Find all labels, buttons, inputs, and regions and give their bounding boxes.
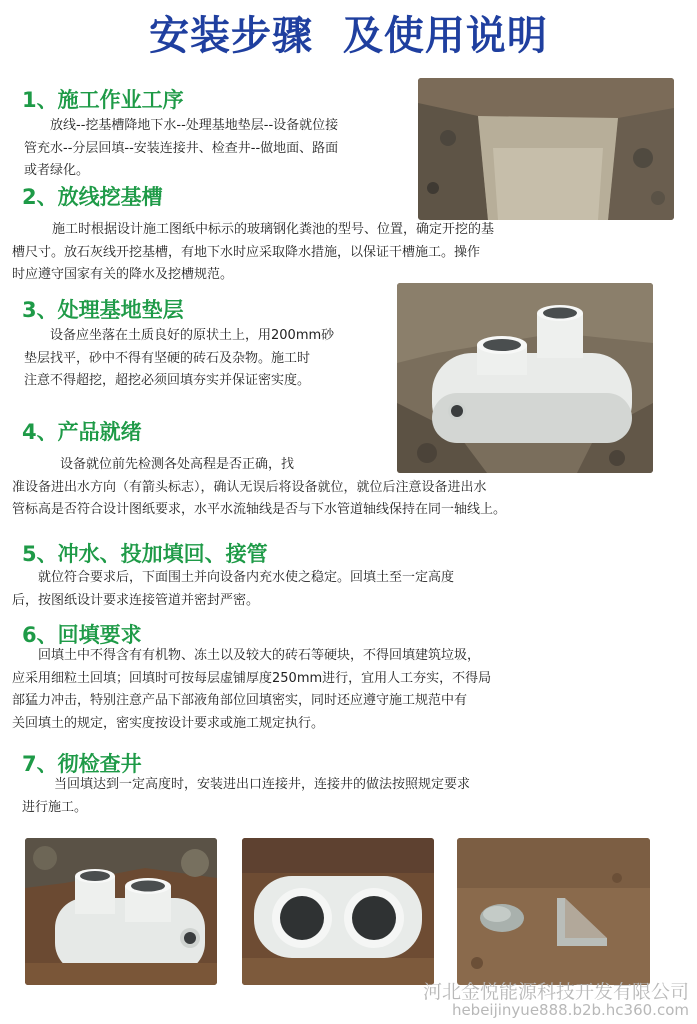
tank-in-soil-photo bbox=[25, 838, 217, 985]
tank-top-view-photo bbox=[242, 838, 434, 985]
step-5-line-2: 后，按图纸设计要求连接管道并密封严密。 bbox=[12, 592, 260, 608]
step-3-text bbox=[24, 325, 394, 393]
backfilled-well-photo bbox=[457, 838, 650, 985]
step-6-line-1: 回填土中不得含有有机物、冻土以及较大的砖石等硬块，不得回填建筑垃圾， bbox=[38, 648, 481, 663]
step-2-line-1: 施工时根据设计施工图纸中标示的玻璃钢化粪池的型号、位置，确定开挖的基 bbox=[52, 222, 495, 237]
step-7-heading: 7、彻检查井 bbox=[22, 752, 142, 776]
page-title: 安装步骤 及使用说明 bbox=[149, 13, 548, 59]
company-watermark: 河北金悦能源科技开发有限公司 bbox=[422, 981, 689, 1003]
step-4-line-2: 准设备进出水方向（有箭头标志），确认无误后将设备就位，就位后注意设备进出水 bbox=[12, 479, 487, 495]
step-7-text bbox=[22, 774, 682, 819]
trench-photo bbox=[418, 78, 674, 220]
step-5-text bbox=[12, 567, 672, 612]
step-1-text bbox=[24, 115, 409, 183]
step-3-line-3: 注意不得超挖，超挖必须回填夯实并保证密实度。 bbox=[24, 373, 311, 388]
step-6-line-3: 部猛力冲击，特别注意产品下部液角部位回填密实，同时还应遵守施工规范中有 bbox=[12, 693, 468, 708]
step-7-line-1: 当回填达到一定高度时，安装进出口连接井，连接井的做法按照规定要求 bbox=[54, 777, 471, 792]
step-1-heading: 1、施工作业工序 bbox=[22, 88, 184, 112]
step-2-heading: 2、放线挖基槽 bbox=[22, 185, 163, 209]
step-3-line-2: 垫层找平，砂中不得有坚硬的砖石及杂物。施工时 bbox=[24, 350, 311, 366]
step-4-line-3: 管标高是否符合设计图纸要求，水平水流轴线是否与下水管道轴线保持在同一轴线上。 bbox=[12, 502, 507, 517]
septic-tank-pit-photo bbox=[397, 283, 653, 473]
step-1-line-2: 管充水--分层回填--安装连接井、检查井--做地面、路面 bbox=[24, 140, 339, 156]
step-6-heading: 6、回填要求 bbox=[22, 623, 142, 647]
step-3-line-1: 设备应坐落在土质良好的原状土上，用200mm砂 bbox=[50, 328, 335, 343]
step-6-line-2: 应采用细粒土回填；回填时可按每层虚铺厚度250mm进行，宜用人工夯实，不得局 bbox=[12, 670, 492, 686]
step-2-line-3: 时应遵守国家有关的降水及挖槽规范。 bbox=[12, 267, 234, 282]
step-1-line-1: 放线--挖基槽降地下水--处理基地垫层--设备就位接 bbox=[50, 118, 339, 133]
step-5-heading: 5、冲水、投加填回、接管 bbox=[22, 542, 268, 566]
step-6-text bbox=[12, 645, 687, 735]
step-1-line-3: 或者绿化。 bbox=[24, 163, 90, 178]
step-2-text bbox=[12, 219, 682, 287]
step-2-line-2: 槽尺寸。放石灰线开挖基槽，有地下水时应采取降水措施，以保证干槽施工。操作 bbox=[12, 244, 481, 260]
step-4-text bbox=[12, 454, 687, 522]
url-watermark: hebeijinyue888.b2b.hc360.com bbox=[451, 1001, 689, 1019]
step-3-heading: 3、处理基地垫层 bbox=[22, 298, 184, 322]
step-4-heading: 4、产品就绪 bbox=[22, 420, 142, 444]
step-4-line-1: 设备就位前先检测各处高程是否正确，找 bbox=[60, 457, 295, 472]
step-5-line-1: 就位符合要求后，下面围土并向设备内充水使之稳定。回填土至一定高度 bbox=[38, 570, 455, 585]
step-7-line-2: 进行施工。 bbox=[22, 799, 88, 815]
step-6-line-4: 关回填土的规定，密实度按设计要求或施工规定执行。 bbox=[12, 715, 325, 731]
